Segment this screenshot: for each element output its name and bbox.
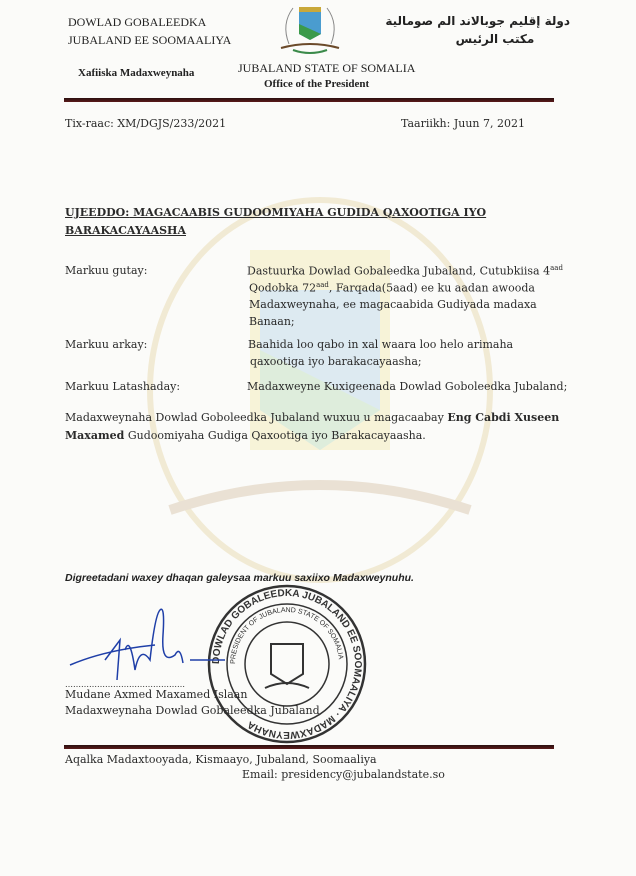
clause-text-gutay-3: Madaxweynaha, ee magacaabida Gudiyada madaxa	[249, 298, 537, 311]
letterhead-arabic-name: دولة إقليم جوبالاند الم صومالية	[385, 14, 570, 28]
decision-line-1	[65, 411, 559, 424]
clause-text: Dastuurka Dowlad Gobaleedka Jubaland, Cutubkiisa 4	[247, 264, 551, 278]
superscript: aad	[316, 281, 329, 289]
clause-text-gutay-2	[249, 281, 535, 295]
clause-text-latashaday: Madaxweyne Kuxigeenada Dowlad Goboleedka Jubaland;	[247, 380, 568, 393]
svg-text:PRESIDENT OF JUBALAND STATE OF	[230, 607, 344, 664]
signatory-title: Madaxweynaha Dowlad Gobaleedka Jubaland	[65, 704, 320, 717]
footer-email: Email: presidency@jubalandstate.so	[242, 768, 445, 781]
document-date: Taariikh: Juun 7, 2021	[401, 117, 525, 130]
footer-divider	[64, 745, 554, 749]
appointee-name: Eng Cabdi Xuseen	[447, 411, 560, 424]
decision-text: Gudoomiyaha Gudiga Qaxootiga iyo Barakacayaasha.	[124, 429, 426, 442]
letterhead-office-somali: Xafiiska Madaxweynaha	[78, 67, 195, 79]
clause-text: Qodobka 72	[249, 281, 317, 295]
clause-label-latashaday: Markuu Latashaday:	[65, 380, 181, 393]
clause-text-gutay-1	[247, 264, 563, 278]
letterhead-english-name: JUBALAND STATE OF SOMALIA	[238, 61, 416, 75]
signature-icon	[65, 605, 235, 685]
clause-text-arkay-1: Baahida loo qabo in xal waara loo helo arimaha	[248, 338, 514, 351]
letterhead-arabic-office: مكتب الرئيس	[455, 32, 535, 46]
decision-text: Madaxweynaha Dowlad Goboleedka Jubaland wuxuu u magacaabay	[65, 411, 448, 424]
subject-line-2: BARAKACAYAASHA	[65, 224, 186, 237]
clause-label-arkay: Markuu arkay:	[65, 338, 148, 351]
letterhead-somali-name-1: DOWLAD GOBALEEDKA	[68, 15, 207, 29]
subject-line-1	[65, 206, 486, 219]
signature-line: ………………………………………	[65, 680, 185, 689]
clause-text-arkay-2: qaxootiga iyo barakacayaasha;	[250, 355, 422, 368]
clause-label-gutay: Markuu gutay:	[65, 264, 148, 277]
subject-label: UJEEDDO:	[65, 206, 130, 219]
letterhead-english-office: Office of the President	[264, 78, 370, 90]
decision-line-2	[65, 429, 426, 442]
clause-text-gutay-4: Banaan;	[249, 315, 295, 328]
clause-text: , Farqada(5aad) ee ku aadan awooda	[328, 281, 535, 295]
signatory-name: Mudane Axmed Maxamed Islaan	[65, 688, 248, 701]
reference-number: Tix-raac: XM/DGJS/233/2021	[65, 117, 227, 130]
effective-note: Digreetadani waxey dhaqan galeysaa markuu saxiixo Madaxweynuhu.	[65, 572, 414, 584]
header-divider	[64, 98, 554, 102]
stamp-outer-text: DOWLAD GOBALEEDKA JUBALAND EE SOOMAALIYA · MADAXWEYNAHA	[210, 587, 364, 741]
superscript: aad	[550, 264, 563, 272]
subject-text: MAGACAABIS GUDOOMIYAHA GUDIDA QAXOOTIGA IYO	[129, 206, 487, 219]
appointee-surname: Maxamed	[65, 429, 125, 442]
letterhead-somali-name-2: JUBALAND EE SOOMAALIYA	[68, 33, 232, 47]
footer-address: Aqalka Madaxtooyada, Kismaayo, Jubaland, Soomaaliya	[65, 753, 377, 766]
stamp-inner-text: PRESIDENT OF JUBALAND STATE OF SOMALIA	[229, 606, 344, 665]
coat-of-arms-icon	[275, 4, 345, 56]
